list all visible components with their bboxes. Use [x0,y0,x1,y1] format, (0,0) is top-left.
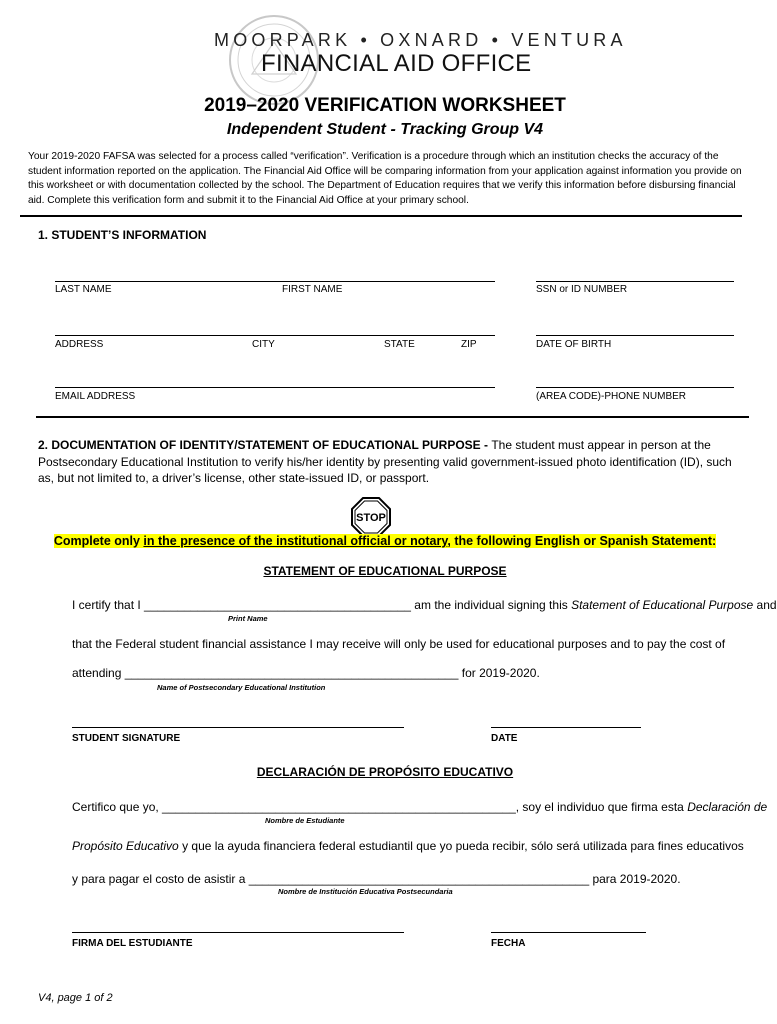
student-signature-line[interactable] [72,727,404,728]
phone-input-line[interactable] [536,387,734,388]
name-input-line[interactable] [55,281,495,282]
print-name-caption: Print Name [228,614,268,623]
spanish-line-2 [72,839,744,853]
section-2-title: 2. DOCUMENTATION OF IDENTITY/STATEMENT OF EDUCATIONAL PURPOSE - [38,438,492,452]
fecha-label: FECHA [491,938,526,949]
date-line[interactable] [491,727,641,728]
ssn-input-line[interactable] [536,281,734,282]
spanish-line-1-italic: Declaración de [687,800,768,814]
spanish-line-3: y para pagar el costo de asistir a ___________________________________________________ para 2019-2020. [72,872,681,886]
section-1-title: 1. STUDENT’S INFORMATION [38,228,207,242]
english-line-1-text: I certify that I ________________________________________ am the individual signing this [72,598,572,612]
page-footer: V4, page 1 of 2 [38,992,113,1004]
brand-office: FINANCIAL AID OFFICE [261,50,532,77]
fecha-line[interactable] [491,932,646,933]
date-label: DATE [491,733,518,744]
ssn-label: SSN or ID NUMBER [536,284,628,295]
institution-caption: Name of Postsecondary Educational Institution [157,683,326,692]
email-input-line[interactable] [55,387,495,388]
spanish-institution-caption: Nombre de Institución Educativa Postsecundaria [278,887,453,896]
dob-label: DATE OF BIRTH [536,339,612,350]
email-label: EMAIL ADDRESS [55,391,136,402]
complete-pre: Complete only [53,534,144,548]
english-statement-heading: STATEMENT OF EDUCATIONAL PURPOSE [263,564,507,578]
stop-sign-icon [350,496,392,538]
phone-label: (AREA CODE)-PHONE NUMBER [536,391,687,402]
english-line-1 [72,598,777,612]
intro-paragraph: Your 2019-2020 FAFSA was selected for a process called “verification”. Verification is a procedure through which an institution checks the accuracy of the student information reported on the application. The Financial Aid Office will be comparing information from your application against information you provide on this worksheet or with documentation collected by the school. The Department of Education requires that we verify this information before disbursing financial aid. Complete this verification form and submit it to the Financial Aid Office at your primary school. [28,151,742,206]
spanish-line-1-text: Certifico que yo, _____________________________________________________, soy el individuo que firma esta [72,800,688,814]
spanish-line-1 [72,800,767,814]
section-2-paragraph [38,437,738,487]
student-signature-label: STUDENT SIGNATURE [72,733,181,744]
last-name-label: LAST NAME [55,284,112,295]
spanish-statement-heading: DECLARACIÓN DE PROPÓSITO EDUCATIVO [256,765,514,779]
section-2-text: The student must appear in person at the Postsecondary Educational Institution to verify his/her identity by presenting valid government-issued photo identification (ID), such as, but not limited to, a driver’s license, other state-issued ID, or passport. [38,438,732,485]
zip-label: ZIP [461,339,477,350]
english-line-3: attending __________________________________________________ for 2019-2020. [72,666,540,680]
complete-instruction [0,534,770,548]
address-label: ADDRESS [55,339,104,350]
first-name-label: FIRST NAME [282,284,343,295]
dob-input-line[interactable] [536,335,734,336]
spanish-line-2-text: y que la ayuda financiera federal estudiantil que yo pueda recibir, sólo será utilizada para fines educativos [178,839,744,853]
complete-underlined: in the presence of the institutional official or notary [143,534,448,548]
stop-sign-text: STOP [356,512,386,524]
spanish-line-2-italic: Propósito Educativo [72,839,179,853]
firma-label: FIRMA DEL ESTUDIANTE [72,938,193,949]
city-label: CITY [252,339,275,350]
brand-cities: MOORPARK • OXNARD • VENTURA [214,30,627,50]
complete-post: , the following English or Spanish Statement: [447,534,717,548]
divider [36,416,749,418]
state-label: STATE [384,339,415,350]
address-input-line[interactable] [55,335,495,336]
page-subtitle: Independent Student - Tracking Group V4 [226,121,544,138]
page-title: 2019–2020 VERIFICATION WORKSHEET [204,95,566,116]
divider [20,215,742,217]
english-line-2: that the Federal student financial assistance I may receive will only be used for educational purposes and to pay the cost of [72,637,726,651]
spanish-signature-line[interactable] [72,932,404,933]
student-name-caption: Nombre de Estudiante [265,816,345,825]
english-line-1-end: and [753,598,777,612]
english-line-1-italic: Statement of Educational Purpose [571,598,754,612]
